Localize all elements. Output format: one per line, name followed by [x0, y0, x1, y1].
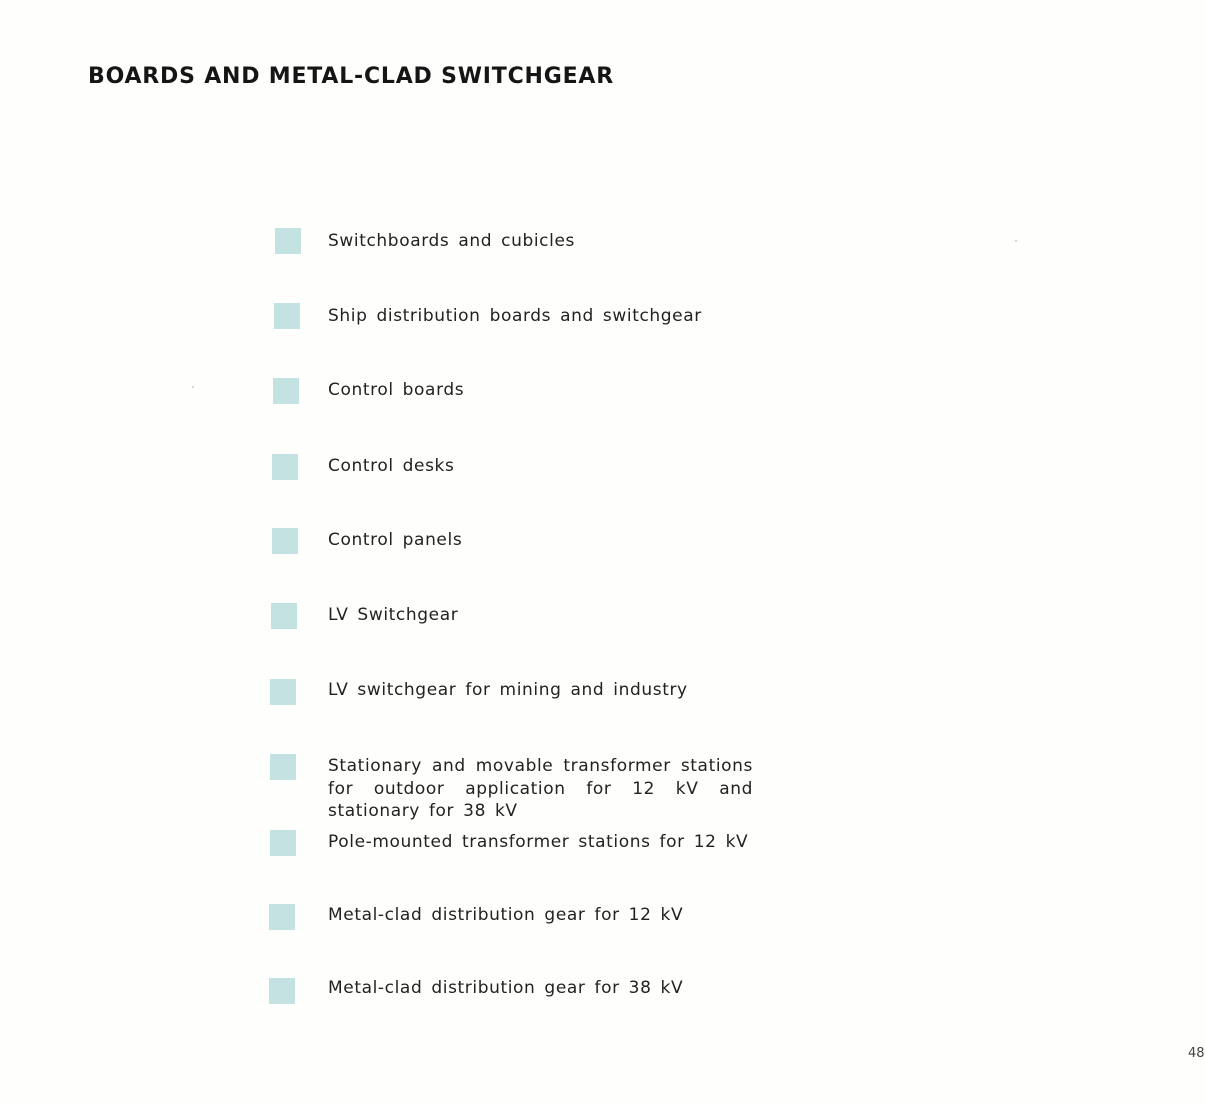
- square-bullet-icon: [274, 303, 300, 329]
- page-number: 48: [1188, 1046, 1205, 1061]
- list-item-label: Stationary and movable transformer stations for outdoor application for 12 kV and stationary for 38 kV: [328, 756, 753, 821]
- list-item-label: Control desks: [328, 456, 455, 476]
- square-bullet-icon: [269, 978, 295, 1004]
- list-item-label: LV switchgear for mining and industry: [328, 680, 688, 700]
- square-bullet-icon: [270, 679, 296, 705]
- square-bullet-icon: [272, 528, 298, 554]
- list-item-label: Switchboards and cubicles: [328, 231, 575, 251]
- paper-speck: [1015, 240, 1017, 242]
- list-item-label: LV Switchgear: [328, 605, 459, 625]
- square-bullet-icon: [269, 904, 295, 930]
- list-item-label: Metal-clad distribution gear for 12 kV: [328, 905, 684, 925]
- square-bullet-icon: [271, 603, 297, 629]
- list-item-label: Metal-clad distribution gear for 38 kV: [328, 978, 684, 998]
- list-item-label: Control panels: [328, 530, 463, 550]
- list-item-label: Pole-mounted transformer stations for 12 kV: [328, 832, 749, 852]
- square-bullet-icon: [275, 228, 301, 254]
- square-bullet-icon: [273, 378, 299, 404]
- list-item-label: Ship distribution boards and switchgear: [328, 306, 702, 326]
- square-bullet-icon: [270, 830, 296, 856]
- square-bullet-icon: [270, 754, 296, 780]
- list-item-label: Control boards: [328, 380, 465, 400]
- paper-speck: [192, 386, 194, 388]
- page-title: BOARDS AND METAL-CLAD SWITCHGEAR: [88, 64, 614, 89]
- square-bullet-icon: [272, 454, 298, 480]
